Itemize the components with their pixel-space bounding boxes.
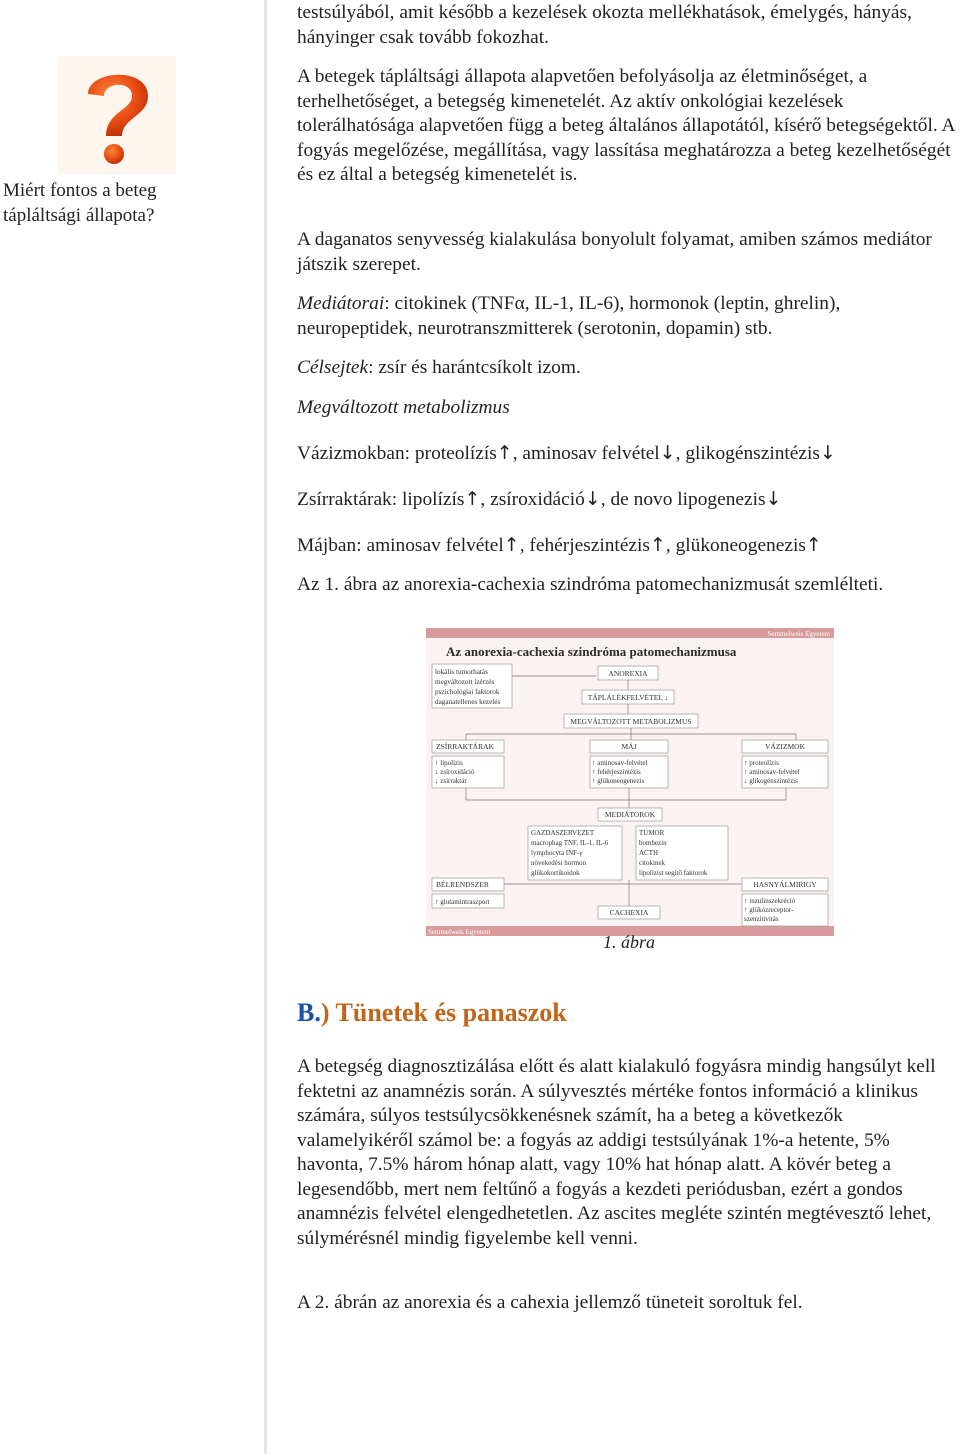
fat-item: ↑ lipolízis [435,759,463,767]
pancreas-item: ↑ glükózreceptor- [744,906,794,914]
cachexia-box: CACHEXIA [609,908,649,917]
liver-text-b: , fehérjeszintézis [519,535,650,556]
pancreas-box: HASNYÁLMIRIGY [753,880,817,889]
metabolism-heading: Megváltozott metabolizmus [297,397,510,418]
gut-item: ↑ glutamintraszport [435,898,490,906]
cause-item: daganatellenes kezelés [435,698,501,706]
arrow-up-icon: ↑ [805,534,822,556]
targets-text: : zsír és harántcsíkolt izom. [368,357,581,378]
liver-text-a: Májban: aminosav felvétel [297,535,504,556]
paragraph: testsúlyából, amit később a kezelések okozta mellékhatások, émelygés, hányás, hányinger csak tovább fokozhat. [297,2,912,48]
sidebar-question-label: Miért fontos a beteg tápláltsági állapota? [3,180,157,226]
arrow-up-icon: ↑ [496,442,513,464]
fat-text-c: , de novo lipogenezis [600,489,766,510]
arrow-up-icon: ↑ [649,534,666,556]
muscle-line [297,441,960,467]
paragraph: A daganatos senyvesség kialakulása bonyolult folyamat, amiben számos mediátor játszik szerepet. [297,229,932,275]
fat-text-b: , zsíroxidáció [480,489,585,510]
tumor-item: TUMOR [639,829,665,837]
arrow-up-icon: ↑ [464,488,481,510]
diagram-title: Az anorexia-cachexia szindróma patomechanizmusa [446,644,737,659]
pancreas-item: szenzitivitás [744,915,779,923]
arrow-down-icon: ↓ [819,442,836,464]
liver-item: ↑ fehérjeszintézis [592,768,641,776]
liver-line [297,533,960,559]
section-heading [297,998,567,1028]
tumor-item: bombezin [639,839,667,847]
fat-item: ↓ zsírraktár [435,777,467,785]
muscle-item: ↑ aminosav-felvétel [744,768,800,776]
mediators-box: MEDIÁTOROK [604,810,656,819]
cause-item: megváltozott ízérzés [435,678,495,686]
paragraph: A betegek tápláltsági állapota alapvetően befolyásolja az életminőséget, a terhelhetőséget, a betegség kimenetelét. Az aktív onkológiai kezelések tolerálhatósága alapvetően függ a beteg általános állapotától, kísérő betegségektől. A fogyás megelőzése, megállítása, vagy lassítása meghatározza a beteg kezelhetőségét és ez által a betegség kimenetelét is. [297,66,955,185]
mediators-text: : citokinek (TNFα, IL-1, IL-6), hormonok (leptin, ghrelin), neuropeptidek, neurotranszmitterek (serotonin, dopamin) stb. [297,293,841,339]
brand-bottom: Semmelweis Egyetem [428,928,491,936]
liver-item: ↑ aminosav-felvétel [592,759,648,767]
host-item: macrophag TNF, IL-1, IL-6 [531,839,609,847]
liver-box: MÁJ [621,742,637,751]
liver-item: ↑ glükoneogenezis [592,777,645,785]
brand-top: Semmelweis Egyetem [767,630,830,638]
fat-text-a: Zsírraktárak: lipolízís [297,489,465,510]
anorexia-cachexia-diagram [426,628,834,936]
section-prefix: B. [297,998,321,1027]
host-item: GAZDASZERVEZET [531,829,595,837]
anorexia-box: ANOREXIA [608,669,648,678]
fat-store-box: ZSÍRRAKTÁRAK [436,742,494,751]
host-item: növekedési hormon [531,859,587,867]
targets-paragraph [297,356,960,381]
metabolism-box: MEGVÁLTOZOTT METABOLIZMUS [570,717,692,726]
arrow-down-icon: ↓ [659,442,676,464]
muscle-item: ↓ glikogénszintézis [744,777,798,785]
host-item: glükokortikoidok [531,869,580,877]
sidebar-divider [264,0,267,1454]
muscle-item: ↑ proteolízis [744,759,779,767]
cause-item: pszichológiai faktorok [435,688,500,696]
pancreas-item: ↑ inzulinszekréció [744,897,796,905]
arrow-down-icon: ↓ [765,488,782,510]
tumor-item: lipolízist segítő faktorok [639,869,708,877]
targets-label: Célsejtek [297,357,369,378]
mediators-paragraph [297,292,960,341]
gut-box: BÉLRENDSZER [436,880,489,889]
liver-text-c: , glükoneogenezis [665,535,806,556]
muscle-box: VÁZIZMOK [765,742,805,751]
tumor-item: citokinek [639,859,666,867]
arrow-down-icon: ↓ [584,488,601,510]
muscle-text-b: , aminosav felvétel [512,443,660,464]
fat-line [297,487,960,513]
fat-item: ↓ zsíroxidáció [435,768,475,776]
host-item: lymphocyta INF-γ [531,849,583,857]
symptoms-paragraph: A betegség diagnosztizálása előtt és alatt kialakuló fogyásra mindig hangsúlyt kell fektetni az anamnézis során. A súlyvesztés mértéke fontos információ a klinikus számára, súlyos testsúlycsökkenésnek számít, ha a beteg a következők valamelyikéről számol be: a fogyás az addigi testsúlyának 1%-a hetente, 5% havonta, 7.5% három hónap alatt, vagy 10% hat hónap alatt. A kövér beteg a legesendőbb, mert nem feltűnő a fogyás a kezdeti periódusban, ezért a gondos anamnézis felvétel elengedhetetlen. Az ascites megléte szintén megtévesztő lehet, súlymérésnél mindig figyelembe kell venni. [297,1056,936,1249]
intake-box: TÁPLÁLÉKFELVÉTEL ↓ [587,693,669,702]
arrow-up-icon: ↑ [503,534,520,556]
cause-item: lokális tumorhatás [435,668,488,676]
figure-caption: 1. ábra [603,932,656,952]
mediators-label: Mediátorai [297,293,385,314]
muscle-text-a: Vázizmokban: proteolízís [297,443,497,464]
section-title-text: ) Tünetek és panaszok [320,998,567,1027]
tumor-item: ACTH [639,849,659,857]
figure-intro: Az 1. ábra az anorexia-cachexia szindróma patomechanizmusát szemlélteti. [297,574,884,595]
question-mark-icon [58,56,176,174]
figure-2-reference: A 2. ábrán az anorexia és a cahexia jellemző tüneteit soroltuk fel. [297,1292,803,1313]
muscle-text-c: , glikogénszintézis [675,443,820,464]
